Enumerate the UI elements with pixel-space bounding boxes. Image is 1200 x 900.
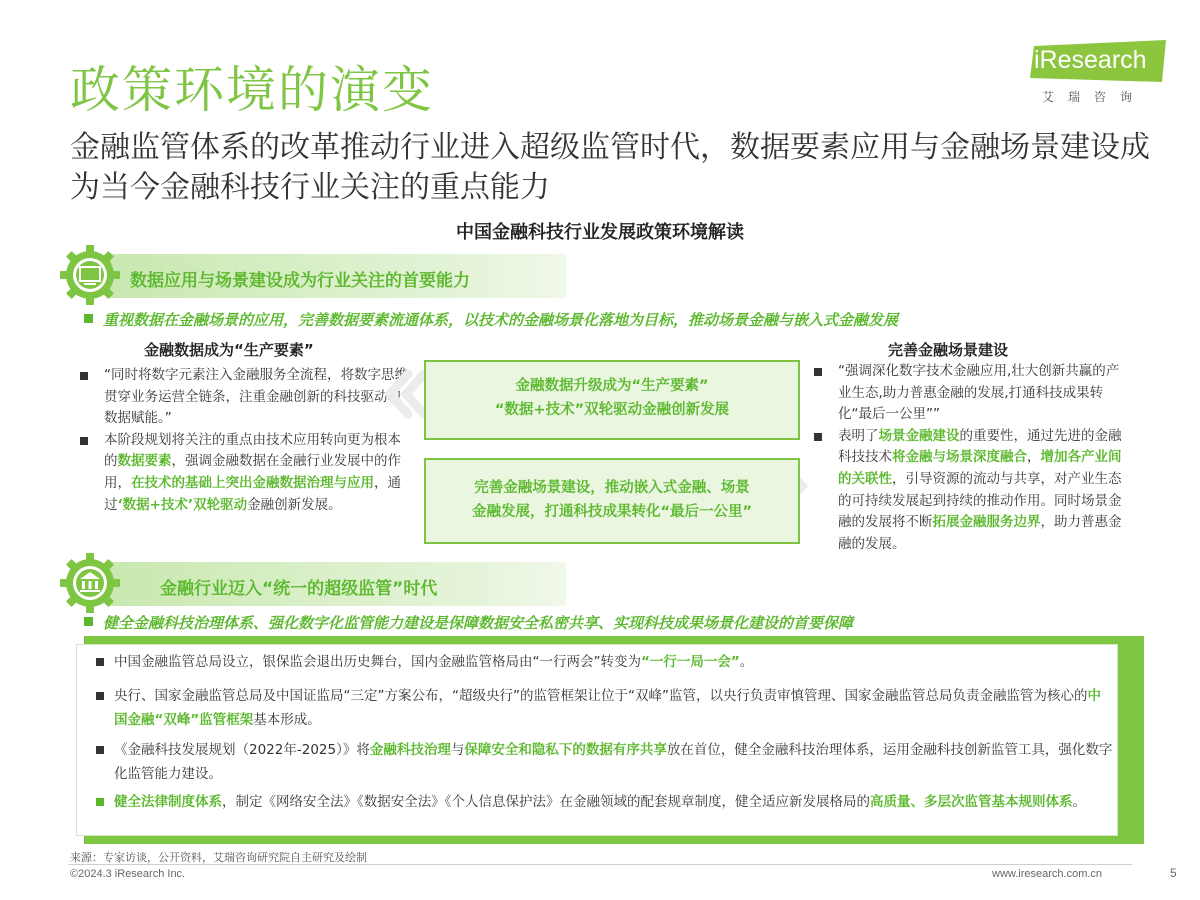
section1-summary-text: 重视数据在金融场景的应用，完善数据要素流通体系，以技术的金融场景化落地为目标，推动场景金融与嵌入式金融发展 <box>103 311 899 329</box>
center-box-1-line-2: “数据+技术”双轮驱动金融创新发展 <box>494 402 730 418</box>
logo-text: iResearch <box>1034 46 1147 74</box>
source-note: 来源：专家访谈，公开资料，艾瑞咨询研究院自主研究及绘制 <box>70 851 367 864</box>
left-column <box>78 365 410 516</box>
right-bullet-1: “强调深化数字技术金融应用,壮大创新共赢的产业生态,助力普惠金融的发展,打通科技成果转化“最后一公里”” <box>812 361 1132 426</box>
chart-title: 中国金融科技行业发展政策环境解读 <box>456 222 744 243</box>
bullet-square <box>96 692 104 700</box>
page-number: 5 <box>1170 866 1177 880</box>
bullet-square <box>96 746 104 754</box>
regulation-item-1: 中国金融监管总局设立，银保监会退出历史舞台，国内金融监管格局由“一行两会”转变为“一行一局一会”。 <box>114 650 1114 674</box>
center-box-2-line-2: 金融发展，打通科技成果转化“最后一公里” <box>471 504 753 520</box>
section2-summary-text: 健全金融科技治理体系、强化数字化监管能力建设是保障数据安全私密共享、实现科技成果场景化建设的首要保障 <box>103 614 854 632</box>
right-heading: 完善金融场景建设 <box>888 341 1009 359</box>
gear-bank-icon <box>58 551 122 615</box>
left-bullet-1: “同时将数字元素注入金融服务全流程，将数字思维贯穿业务运营全链条，注重金融创新的科技驱动和数据赋能。” <box>78 365 410 430</box>
green-bullet <box>84 314 93 323</box>
logo-subtitle: 艾瑞咨询 <box>1042 90 1147 104</box>
right-column <box>812 361 1132 555</box>
left-bullet-2: 本阶段规划将关注的重点由技术应用转向更为根本的数据要素，强调金融数据在金融行业发展中的作用，在技术的基础上突出金融数据治理与应用，通过‘数据+技术’双轮驱动金融创新发展。 <box>78 430 410 516</box>
section2-band-text: 金融行业迈入“统一的超级监管”时代 <box>160 579 438 599</box>
center-box-2-line-1: 完善金融场景建设，推动嵌入式金融、场景 <box>474 480 750 496</box>
right-bullet-2: 表明了场景金融建设的重要性，通过先进的金融科技技术将金融与场景深度融合，增加各产业间的关联性，引导资源的流动与共享，对产业生态的可持续发展起到持续的推动作用。同时场景金融的发展将不断拓展金融服务边界，助力普惠金融的发展。 <box>812 426 1132 556</box>
green-bullet <box>84 617 93 626</box>
website-link[interactable]: www.iresearch.com.cn <box>992 868 1103 880</box>
center-box-data-factor <box>424 360 800 440</box>
bullet-square <box>96 658 104 666</box>
center-box-1-line-1: 金融数据升级成为“生产要素” <box>515 378 709 394</box>
regulation-item-2: 央行、国家金融监管总局及中国证监局“三定”方案公布，“超级央行”的监管框架让位于“双峰”监管，以央行负责审慎管理、国家金融监管总局负责金融监管为核心的中国金融“双峰”监管框架基本形成。 <box>114 684 1114 732</box>
section1-band-text: 数据应用与场景建设成为行业关注的首要能力 <box>130 271 470 291</box>
center-box-scene-finance <box>424 458 800 544</box>
section1-summary <box>84 309 898 330</box>
copyright: ©2024.3 iResearch Inc. <box>70 868 186 880</box>
footer-divider <box>68 864 1132 865</box>
left-heading: 金融数据成为“生产要素” <box>144 341 314 359</box>
page-subtitle: 金融监管体系的改革推动行业进入超级监管时代，数据要素应用与金融场景建设成为当今金融科技行业关注的重点能力 <box>70 130 1150 205</box>
regulation-item-4: 健全法律制度体系，制定《网络安全法》《数据安全法》《个人信息保护法》在金融领域的配套规章制度，健全适应新发展格局的高质量、多层次监管基本规则体系。 <box>114 790 1114 814</box>
regulation-item-3: 《金融科技发展规划（2022年-2025）》将金融科技治理与保障安全和隐私下的数据有序共享放在首位，健全金融科技治理体系，运用金融科技创新监管工具，强化数字化监管能力建设。 <box>114 738 1114 786</box>
green-bullet-square <box>96 798 104 806</box>
gear-monitor-icon <box>58 243 122 307</box>
page-title: 政策环境的演变 <box>70 61 434 119</box>
section2-summary <box>84 612 853 633</box>
